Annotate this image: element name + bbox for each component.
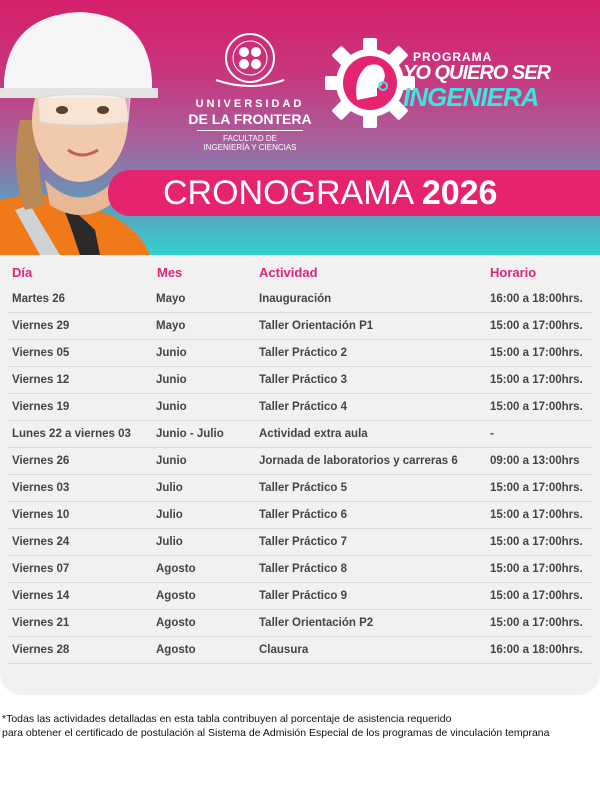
university-logo bbox=[185, 30, 315, 152]
cell-dia: Viernes 12 bbox=[12, 374, 70, 386]
cell-dia: Martes 26 bbox=[12, 293, 66, 305]
cell-dia: Viernes 24 bbox=[12, 536, 70, 548]
cell-mes: Junio bbox=[156, 347, 187, 359]
table-header bbox=[0, 265, 600, 285]
cell-actividad: Taller Práctico 9 bbox=[259, 590, 347, 602]
cell-dia: Viernes 29 bbox=[12, 320, 70, 332]
cell-dia: Viernes 21 bbox=[12, 617, 70, 629]
cell-actividad: Inauguración bbox=[259, 293, 332, 305]
program-label: PROGRAMA bbox=[413, 50, 493, 64]
footnote-line1: *Todas las actividades detalladas en esta tabla contribuyen al porcentaje de asistencia requerido bbox=[2, 713, 452, 725]
cell-mes: Junio bbox=[156, 455, 187, 467]
cell-mes: Mayo bbox=[156, 293, 186, 305]
cell-dia: Viernes 19 bbox=[12, 401, 70, 413]
table-row bbox=[8, 583, 592, 610]
cell-horario: 16:00 a 18:00hrs. bbox=[490, 644, 583, 656]
cell-mes: Junio bbox=[156, 374, 187, 386]
cell-mes: Julio bbox=[156, 536, 183, 548]
cell-actividad: Jornada de laboratorios y carreras 6 bbox=[259, 455, 458, 467]
table-row bbox=[8, 313, 592, 340]
table-row bbox=[8, 637, 592, 664]
column-header-horario: Horario bbox=[490, 265, 537, 280]
cell-actividad: Taller Orientación P1 bbox=[259, 320, 374, 332]
cell-dia: Viernes 10 bbox=[12, 509, 70, 521]
university-name-line2: DE LA FRONTERA bbox=[188, 111, 312, 127]
program-title-line2: INGENIERA bbox=[403, 82, 539, 112]
cell-horario: 15:00 a 17:00hrs. bbox=[490, 563, 583, 575]
university-seal-icon bbox=[210, 30, 290, 92]
cell-actividad: Actividad extra aula bbox=[259, 428, 368, 440]
table-row bbox=[8, 421, 592, 448]
cell-horario: 15:00 a 17:00hrs. bbox=[490, 401, 583, 413]
cell-horario: 15:00 a 17:00hrs. bbox=[490, 617, 583, 629]
title-banner bbox=[108, 170, 600, 216]
cell-mes: Mayo bbox=[156, 320, 186, 332]
cell-mes: Julio bbox=[156, 509, 183, 521]
cell-horario: 15:00 a 17:00hrs. bbox=[490, 320, 583, 332]
cell-actividad: Taller Práctico 7 bbox=[259, 536, 347, 548]
schedule-table bbox=[0, 255, 600, 695]
table-row bbox=[8, 286, 592, 313]
cell-actividad: Clausura bbox=[259, 644, 309, 656]
footnote-line2: para obtener el certificado de postulación al Sistema de Admisión Especial de los programas de vinculación temprana bbox=[2, 727, 550, 739]
footnote bbox=[2, 712, 600, 740]
cell-horario: - bbox=[490, 428, 494, 440]
divider bbox=[197, 130, 303, 131]
cell-dia: Viernes 07 bbox=[12, 563, 70, 575]
table-row bbox=[8, 502, 592, 529]
cell-dia: Viernes 28 bbox=[12, 644, 70, 656]
cell-actividad: Taller Práctico 5 bbox=[259, 482, 347, 494]
cell-actividad: Taller Práctico 2 bbox=[259, 347, 347, 359]
page-title-year: 2026 bbox=[421, 174, 498, 212]
cell-mes: Agosto bbox=[156, 590, 196, 602]
header bbox=[0, 0, 600, 255]
program-title-line1: YO QUIERO SER bbox=[403, 62, 551, 84]
table-body bbox=[8, 286, 592, 664]
table-row bbox=[8, 475, 592, 502]
cell-mes: Junio - Julio bbox=[156, 428, 224, 440]
gear-icon bbox=[325, 38, 415, 128]
table-row bbox=[8, 340, 592, 367]
table-row bbox=[8, 610, 592, 637]
table-row bbox=[8, 556, 592, 583]
page-title bbox=[163, 176, 497, 210]
cell-dia: Viernes 05 bbox=[12, 347, 70, 359]
column-header-dia: Día bbox=[12, 265, 33, 280]
cell-mes: Junio bbox=[156, 401, 187, 413]
cell-actividad: Taller Práctico 4 bbox=[259, 401, 347, 413]
table-row bbox=[8, 448, 592, 475]
cell-dia: Viernes 03 bbox=[12, 482, 70, 494]
program-logo bbox=[325, 38, 555, 138]
cell-actividad: Taller Práctico 6 bbox=[259, 509, 347, 521]
cell-dia: Lunes 22 a viernes 03 bbox=[12, 428, 131, 440]
university-name-line1: UNIVERSIDAD bbox=[195, 98, 305, 110]
cell-horario: 15:00 a 17:00hrs. bbox=[490, 509, 583, 521]
cell-mes: Agosto bbox=[156, 617, 196, 629]
cell-actividad: Taller Práctico 8 bbox=[259, 563, 347, 575]
column-header-mes: Mes bbox=[157, 265, 183, 280]
cell-mes: Julio bbox=[156, 482, 183, 494]
cell-horario: 16:00 a 18:00hrs. bbox=[490, 293, 583, 305]
cell-dia: Viernes 14 bbox=[12, 590, 70, 602]
cell-dia: Viernes 26 bbox=[12, 455, 70, 467]
cell-actividad: Taller Práctico 3 bbox=[259, 374, 347, 386]
faculty-line2: INGENIERÍA Y CIENCIAS bbox=[203, 143, 297, 152]
cell-horario: 09:00 a 13:00hrs bbox=[490, 455, 580, 467]
faculty-line1: FACULTAD DE bbox=[223, 134, 277, 143]
cell-horario: 15:00 a 17:00hrs. bbox=[490, 374, 583, 386]
cell-horario: 15:00 a 17:00hrs. bbox=[490, 536, 583, 548]
engineer-photo bbox=[0, 0, 160, 255]
cell-mes: Agosto bbox=[156, 644, 196, 656]
table-row bbox=[8, 529, 592, 556]
column-header-actividad: Actividad bbox=[259, 265, 318, 280]
cell-actividad: Taller Orientación P2 bbox=[259, 617, 374, 629]
table-row bbox=[8, 394, 592, 421]
cell-mes: Agosto bbox=[156, 563, 196, 575]
cell-horario: 15:00 a 17:00hrs. bbox=[490, 347, 583, 359]
table-row bbox=[8, 367, 592, 394]
page-title-word: CRONOGRAMA bbox=[163, 174, 413, 212]
cell-horario: 15:00 a 17:00hrs. bbox=[490, 482, 583, 494]
cell-horario: 15:00 a 17:00hrs. bbox=[490, 590, 583, 602]
